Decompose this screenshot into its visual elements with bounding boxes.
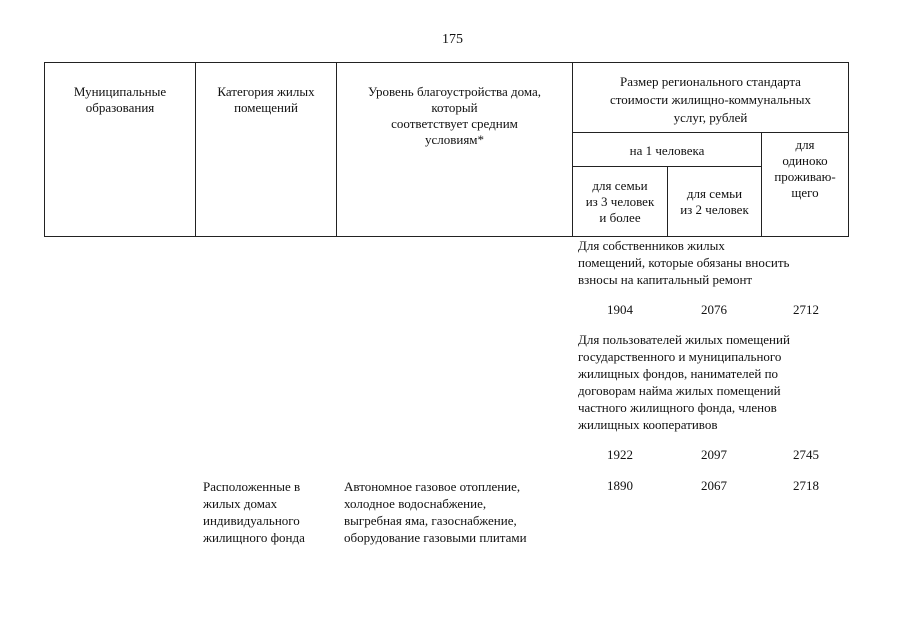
header-single-living: для одиноко проживаю- щего (774, 137, 836, 200)
header-standard: Размер регионального стандарта стоимости жилищно-коммунальных услуг, рублей (610, 74, 811, 125)
row-category: Расположенные в жилых домах индивидуального жилищного фонда (203, 479, 305, 545)
table-top-border (44, 62, 849, 63)
page-number: 175 (442, 32, 463, 47)
header-per-person: на 1 человека (629, 143, 705, 158)
standard-divider (572, 132, 849, 133)
section-title: Для собственников жилых помещений, которые обязаны вносить взносы на капитальный ремонт (578, 238, 790, 287)
header-municipalities: Муниципальные образования (73, 84, 167, 115)
header-family-3: для семьи из 3 человек и более (585, 178, 655, 225)
value-family-2: 2076 (701, 302, 727, 317)
value-family-3: 1890 (607, 478, 633, 493)
value-single: 2718 (793, 478, 819, 493)
value-family-2: 2067 (701, 478, 727, 493)
header-category: Категория жилых помещений (217, 84, 315, 115)
header-family-2: для семьи из 2 человек (680, 186, 749, 217)
row-level: Автономное газовое отопление, холодное водоснабжение, выгребная яма, газоснабжение, оборудование газовыми плитами (344, 479, 527, 545)
value-family-3: 1904 (607, 302, 633, 317)
value-family-3: 1922 (607, 447, 633, 462)
value-single: 2712 (793, 302, 819, 317)
value-single: 2745 (793, 447, 819, 462)
col-border-7 (848, 62, 849, 237)
section-title: Для пользователей жилых помещений государственного и муниципального жилищных фондов, нанимателей по договорам найма жилых помещений частного жилищного фонда, членов жилищных кооперативов (578, 332, 790, 432)
header-level: Уровень благоустройства дома, который соответствует средним условиям* (367, 84, 542, 147)
value-family-2: 2097 (701, 447, 727, 462)
